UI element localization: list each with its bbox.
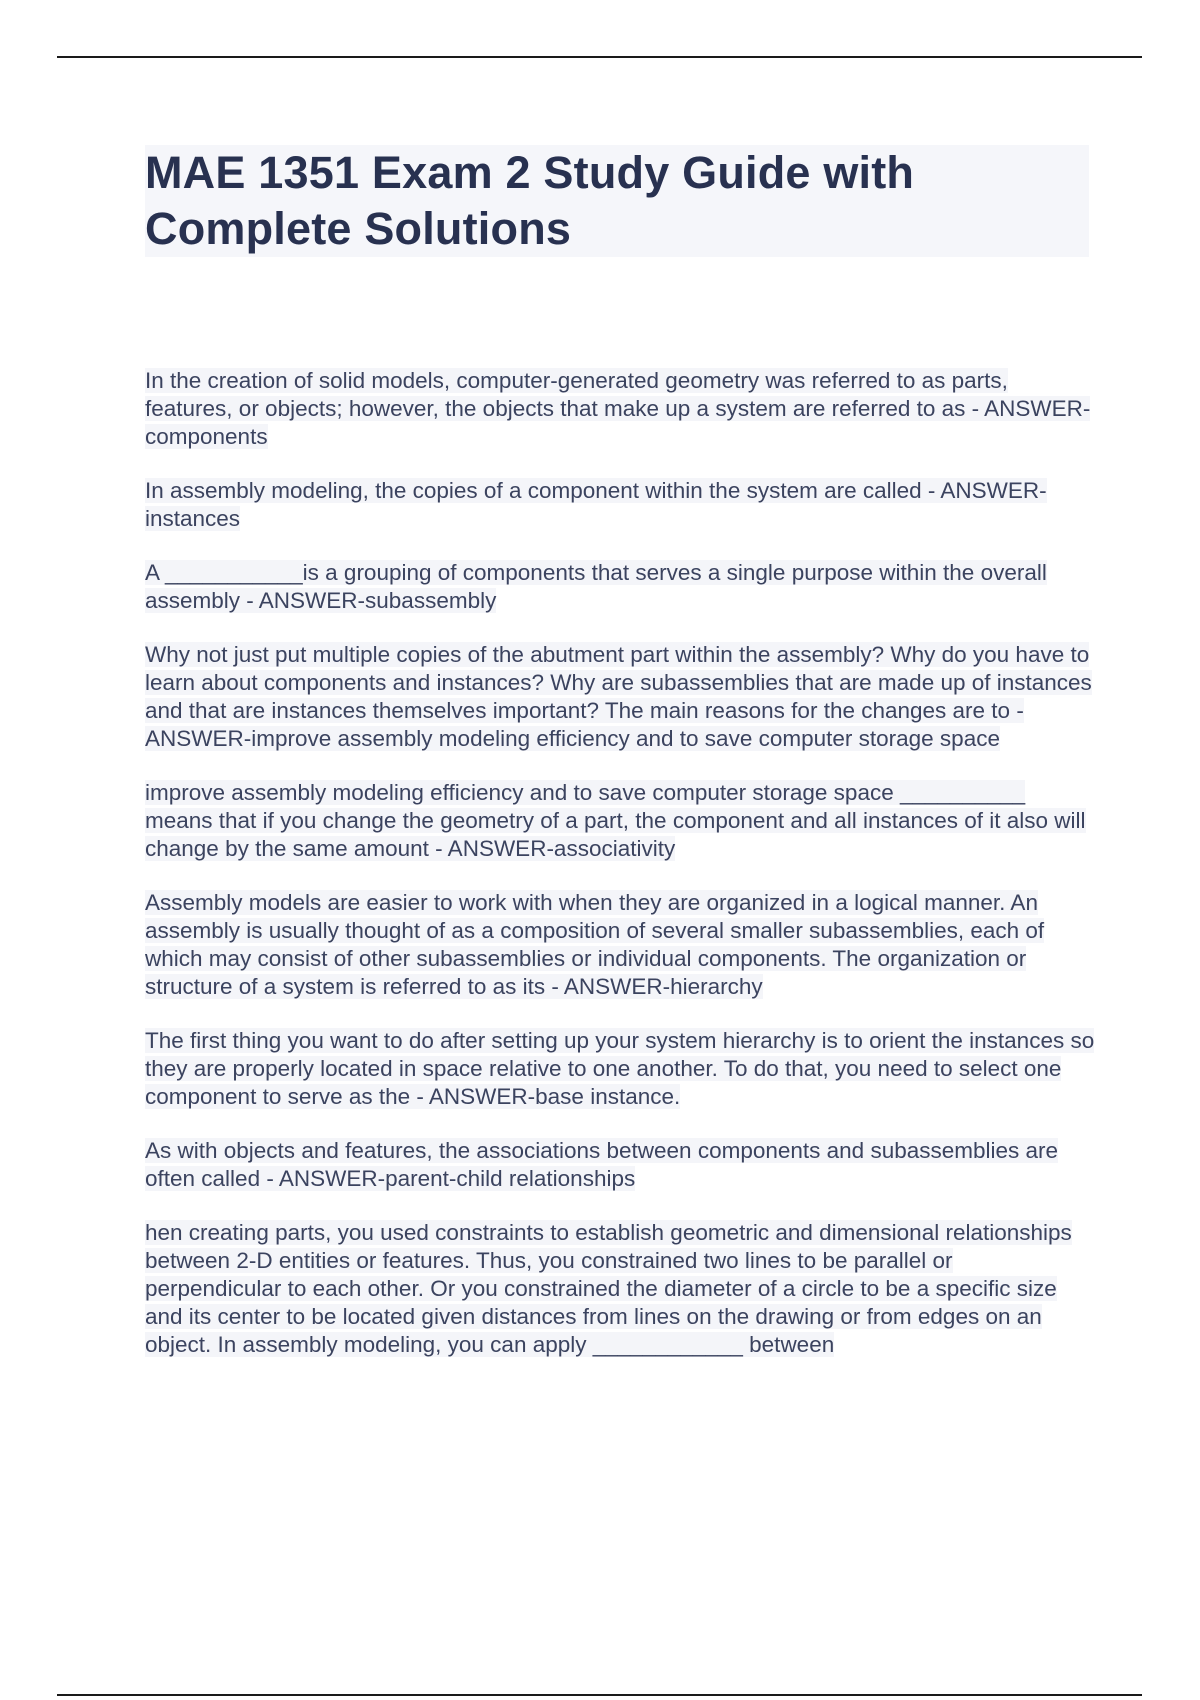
qa-text: In assembly modeling, the copies of a component within the system are called - ANSWER-instances [145, 478, 1047, 531]
qa-entry-1 [145, 367, 1095, 451]
qa-entry-3 [145, 559, 1095, 615]
qa-text: A ___________is a grouping of components that serves a single purpose within the overall assembly - ANSWER-subassembly [145, 560, 1047, 613]
title-block [145, 145, 1089, 257]
qa-text: As with objects and features, the associations between components and subassemblies are often called - ANSWER-parent-child relationships [145, 1138, 1059, 1191]
qa-text: Why not just put multiple copies of the abutment part within the assembly? Why do you have to learn about components and instances? Why are subassemblies that are made up of instances and that are instances themselves important? The main reasons for the changes are to - ANSWER-improve assembly modeling efficiency and to save computer storage space [145, 642, 1092, 751]
qa-text: hen creating parts, you used constraints to establish geometric and dimensional relationships between 2-D entities or features. Thus, you constrained two lines to be parallel or perpendicular to each other. Or you constrained the diameter of a circle to be a specific size and its center to be located given distances from lines on the drawing or from edges on an object. In assembly modeling, you can apply ____________ between [145, 1220, 1072, 1357]
qa-entry-4 [145, 641, 1095, 753]
qa-entry-6 [145, 889, 1095, 1001]
qa-text: improve assembly modeling efficiency and to save computer storage space __________ means that if you change the geometry of a part, the component and all instances of it also will change by the same amount - ANSWER-associativity [145, 780, 1086, 861]
qa-text: Assembly models are easier to work with when they are organized in a logical manner. An assembly is usually thought of as a composition of several smaller subassemblies, each of which may consist of other subassemblies or individual components. The organization or structure of a system is referred to as its - ANSWER-hierarchy [145, 890, 1045, 999]
qa-entry-7 [145, 1027, 1095, 1111]
qa-entry-8 [145, 1137, 1095, 1193]
qa-text: In the creation of solid models, computer-generated geometry was referred to as parts, features, or objects; however, the objects that make up a system are referred to as - ANSWER-components [145, 368, 1091, 449]
qa-entry-2 [145, 477, 1095, 533]
qa-text: The first thing you want to do after setting up your system hierarchy is to orient the instances so they are properly located in space relative to one another. To do that, you need to select one component to serve as the - ANSWER-base instance. [145, 1028, 1095, 1109]
page-title: MAE 1351 Exam 2 Study Guide with Complete Solutions [145, 147, 915, 254]
qa-entry-9 [145, 1219, 1095, 1359]
header-rule [57, 56, 1142, 58]
qa-entry-5 [145, 779, 1095, 863]
study-guide-body [145, 367, 1095, 1385]
footer-rule [57, 1694, 1142, 1696]
